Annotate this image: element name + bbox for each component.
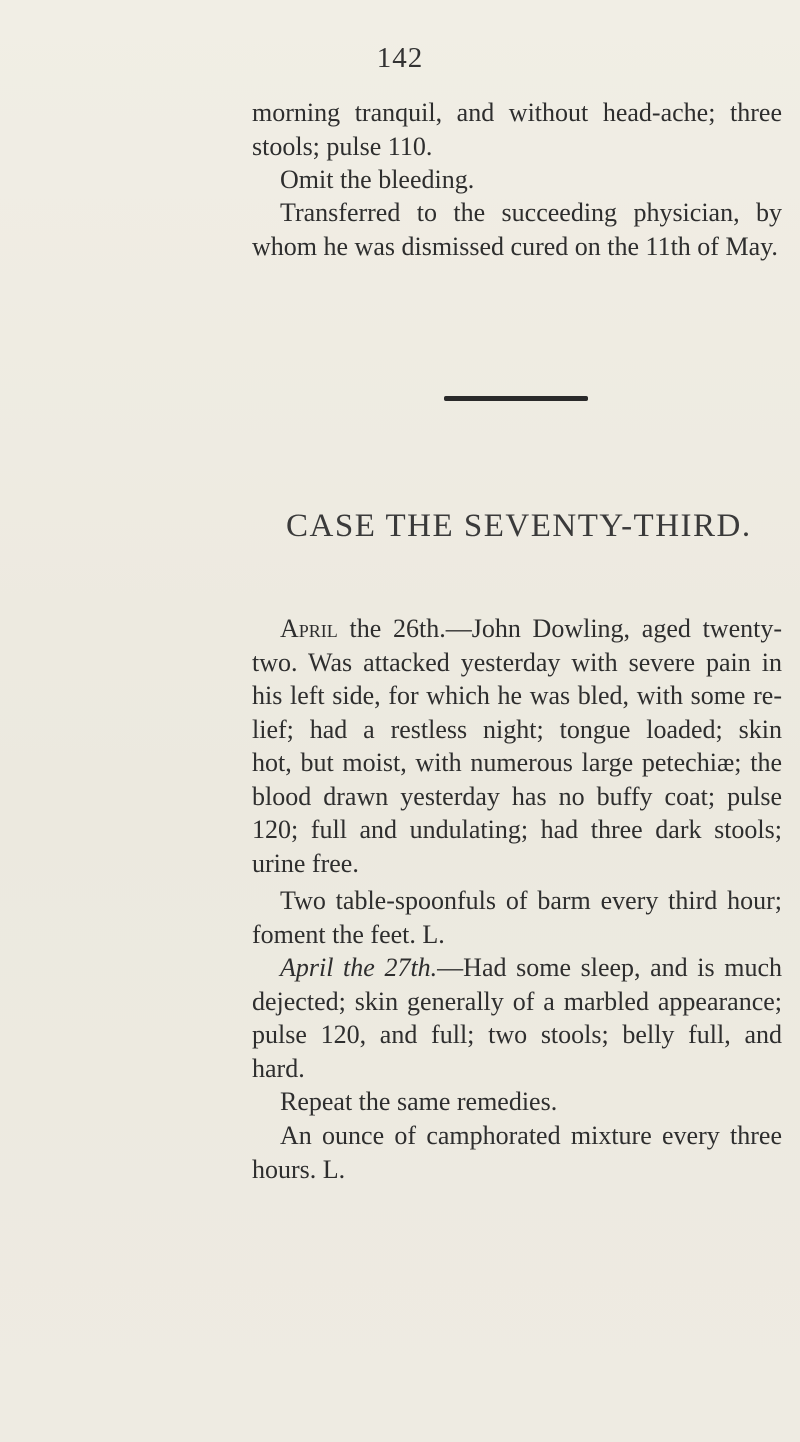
text-line: stools; pulse 110. <box>252 131 433 161</box>
second-entry-first-line-rest: —Had some sleep, and is much <box>437 953 783 982</box>
repeat-instruction: Repeat the same remedies. <box>280 1087 558 1116</box>
second-entry <box>252 951 782 1119</box>
text-line: hours. L. <box>252 1154 346 1184</box>
page-number: 142 <box>376 42 424 74</box>
second-entry-first-line <box>252 951 782 985</box>
text-line: blood drawn yesterday has no buffy coat; pulse <box>252 781 782 811</box>
text-line: morning tranquil, and without head-ache; three <box>252 98 782 127</box>
second-entry-date: April the 27th. <box>280 953 438 982</box>
case-first-line-rest: the 26th.—John Dowling, aged twenty- <box>337 614 782 643</box>
section-divider <box>444 396 588 401</box>
omit-instruction: Omit the bleeding. <box>280 165 475 194</box>
text-line: foment the feet. L. <box>252 919 445 949</box>
text-line: two. Was attacked yesterday with severe pain in <box>252 647 782 677</box>
case-first-line <box>252 612 782 646</box>
text-line: An ounce of camphorated mixture every three <box>280 1121 782 1150</box>
text-line: hot, but moist, with numerous large petechiæ; the <box>252 748 782 777</box>
text-line: urine free. <box>252 848 359 878</box>
text-line: pulse 120, and full; two stools; belly full, and <box>252 1020 782 1049</box>
prescription-first <box>252 884 782 951</box>
text-line: hard. <box>252 1053 305 1083</box>
case-heading: CASE THE SEVENTY-THIRD. <box>286 508 752 544</box>
prescription-second <box>252 1119 782 1186</box>
top-paragraph <box>252 96 782 197</box>
transfer-paragraph <box>252 196 782 263</box>
text-line: Transferred to the succeeding physician, by <box>280 198 782 227</box>
text-line: his left side, for which he was bled, with some re- <box>252 681 782 710</box>
case-date: April <box>280 614 338 643</box>
text-line: Two table-spoonfuls of barm every third hour; <box>280 886 782 915</box>
text-line: dejected; skin generally of a marbled appearance; <box>252 986 782 1016</box>
text-line: lief; had a restless night; tongue loaded; skin <box>252 714 782 744</box>
text-line: whom he was dismissed cured on the 11th of May. <box>252 231 778 261</box>
case-entry <box>252 612 782 880</box>
text-line: 120; full and undulating; had three dark stools; <box>252 815 782 844</box>
